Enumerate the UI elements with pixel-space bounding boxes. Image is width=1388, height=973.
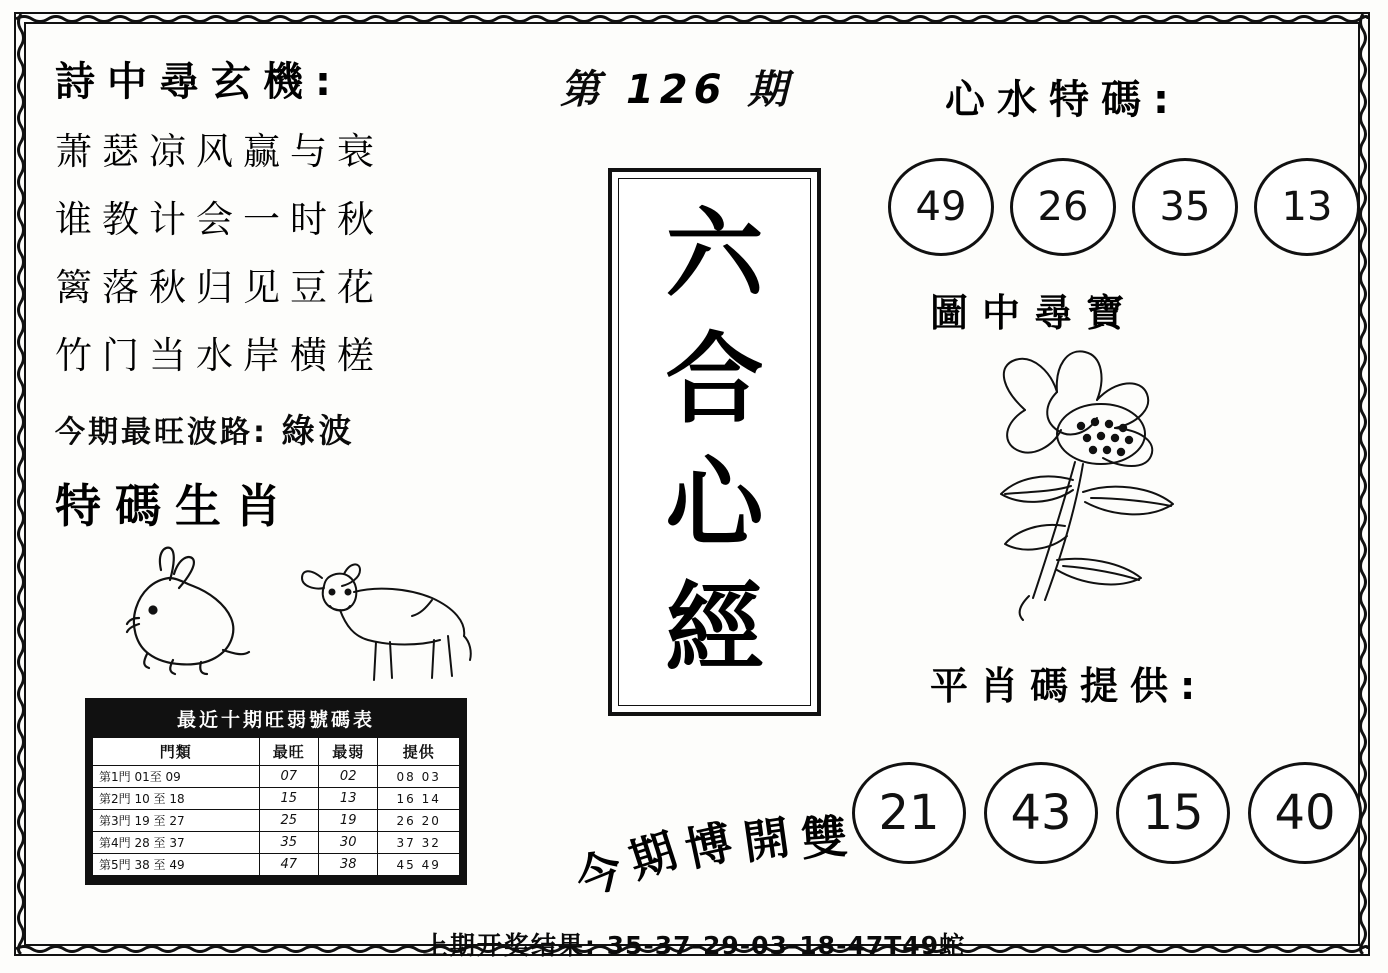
table-cell-cold: 38	[319, 854, 378, 876]
poem-line: 篱落秋归见豆花	[55, 266, 384, 309]
table-header-cell: 提供	[378, 738, 460, 766]
poem-heading: 詩中尋玄機:	[55, 59, 343, 105]
table-caption: 最近十期旺弱號碼表	[176, 709, 375, 731]
previous-result-value: 35-37-29-03-18-47T49蛇	[606, 931, 966, 960]
poem-line: 萧瑟凉风赢与衰	[55, 130, 384, 173]
poem-line: 谁教计会一时秋	[55, 198, 384, 241]
ping-number-ball: 43	[984, 762, 1098, 864]
ping-numbers-heading: 平肖碼提供:	[930, 664, 1208, 708]
table-cell-cold: 19	[319, 810, 378, 832]
main-title-char: 經	[665, 571, 764, 687]
ping-numbers-row	[852, 762, 1362, 864]
issue-number-heading	[560, 58, 793, 115]
flower-illustration	[905, 330, 1305, 630]
main-title-char: 合	[665, 321, 764, 437]
table-cell-supply: 26 20	[378, 810, 460, 832]
bo-kai-char: 開	[739, 810, 793, 870]
main-title-char: 心	[665, 446, 764, 562]
poem-line: 竹门当水岸横槎	[55, 334, 384, 377]
special-number-ball: 35	[1132, 158, 1238, 256]
table-cell-range: 第2門 10 至 18	[93, 788, 260, 810]
ping-number-ball: 21	[852, 762, 966, 864]
table-cell-range: 第5門 38 至 49	[93, 854, 260, 876]
issue-suffix: 期	[747, 67, 794, 113]
table-cell-supply: 37 32	[378, 832, 460, 854]
bo-kai-char: 博	[680, 814, 737, 878]
table	[92, 737, 460, 876]
table-cell-supply: 16 14	[378, 788, 460, 810]
table-cell-hot: 47	[259, 854, 318, 876]
main-title-char: 六	[665, 196, 764, 312]
special-numbers-row	[888, 158, 1360, 256]
treasure-heading: 圖中尋寶	[930, 291, 1139, 335]
zodiac-heading: 特碼生肖	[55, 479, 295, 533]
previous-result-label: 上期开奖结果:	[422, 931, 597, 960]
table-cell-range: 第4門 28 至 37	[93, 832, 260, 854]
table-cell-cold: 13	[319, 788, 378, 810]
table-row	[93, 810, 460, 832]
main-title-inner	[618, 178, 811, 706]
special-numbers-heading: 心水特碼:	[945, 77, 1181, 123]
table-cell-supply: 08 03	[378, 766, 460, 788]
table-cell-hot: 07	[259, 766, 318, 788]
table-row	[93, 766, 460, 788]
table-header-cell: 最旺	[259, 738, 318, 766]
rabbit-icon	[73, 544, 263, 684]
table-header-cell: 最弱	[319, 738, 378, 766]
main-title-box	[608, 168, 821, 716]
bo-kai-slogan	[567, 778, 865, 918]
wave-value: 綠波	[281, 411, 356, 450]
bo-kai-char: 雙	[799, 809, 850, 867]
ping-number-ball: 40	[1248, 762, 1362, 864]
table-row	[93, 832, 460, 854]
special-number-ball: 49	[888, 158, 994, 256]
table-cell-supply: 45 49	[378, 854, 460, 876]
table-row	[93, 854, 460, 876]
issue-number: 126	[625, 67, 728, 113]
hot-cold-number-table	[85, 698, 467, 885]
bo-kai-char: 期	[622, 823, 684, 889]
ox-icon	[280, 542, 500, 692]
table-cell-range: 第1門 01至 09	[93, 766, 260, 788]
ping-number-ball: 15	[1116, 762, 1230, 864]
table-cell-cold: 30	[319, 832, 378, 854]
issue-label: 第	[560, 67, 606, 113]
table-header-row	[93, 738, 460, 766]
table-header-cell: 門類	[93, 738, 260, 766]
special-number-ball: 13	[1254, 158, 1360, 256]
table-row	[93, 788, 460, 810]
wave-recommendation	[55, 405, 525, 452]
left-column	[55, 50, 525, 692]
zodiac-animals	[55, 542, 525, 692]
bo-kai-char: 今	[567, 840, 631, 908]
table-cell-hot: 35	[259, 832, 318, 854]
table-cell-hot: 25	[259, 810, 318, 832]
wave-label: 今期最旺波路:	[55, 415, 268, 450]
table-cell-hot: 15	[259, 788, 318, 810]
previous-result-footer	[0, 926, 1388, 962]
special-number-ball: 26	[1010, 158, 1116, 256]
table-cell-range: 第3門 19 至 27	[93, 810, 260, 832]
table-cell-cold: 02	[319, 766, 378, 788]
